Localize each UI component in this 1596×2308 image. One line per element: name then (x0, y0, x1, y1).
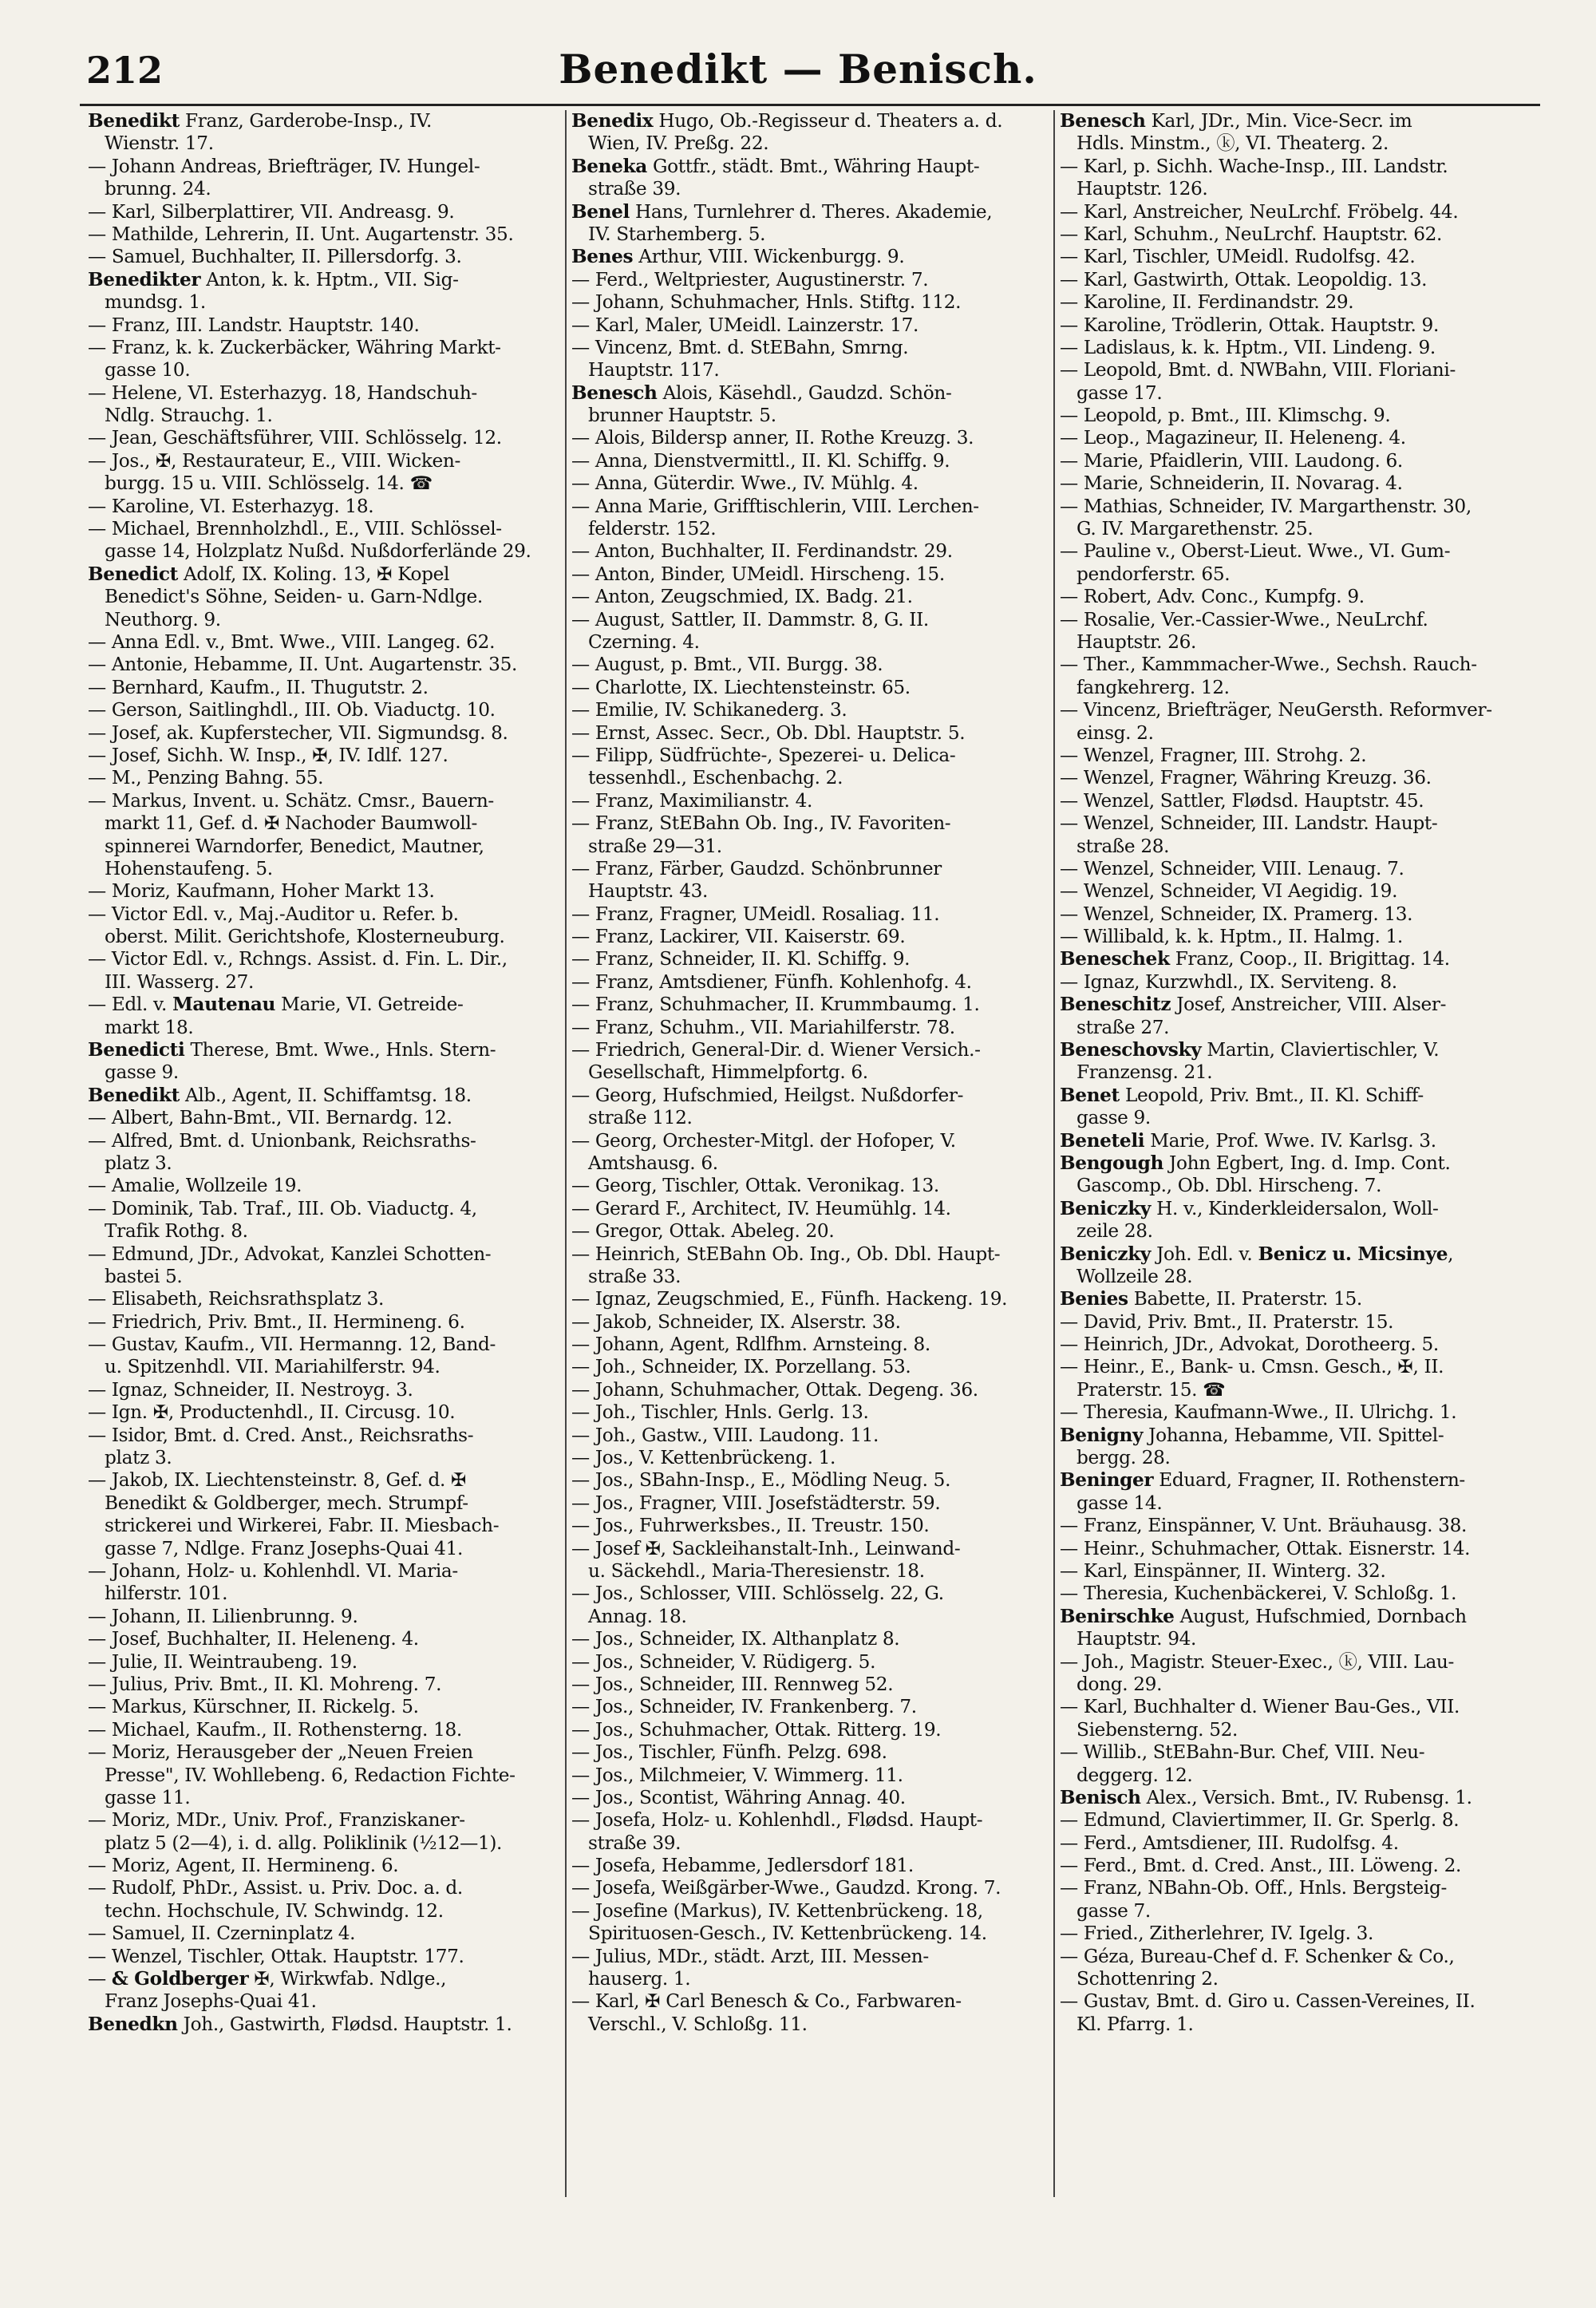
entry-line: — Gregor, Ottak. Abeleg. 20. (571, 1220, 835, 1243)
entry-line: Czerning. 4. (571, 630, 700, 653)
entry-line: straße 112. (571, 1107, 693, 1129)
running-title: Benedikt — Benisch. (559, 45, 1037, 93)
entry-line: — Filipp, Südfrüchte-, Spezerei- u. Delica- (571, 744, 956, 766)
entry-line: — Johann, II. Lilienbrunng. 9. (88, 1605, 358, 1627)
entry-line: — Charlotte, IX. Liechtensteinstr. 65. (571, 676, 911, 698)
entry-line: — Heinrich, JDr., Advokat, Dorotheerg. 5. (1060, 1334, 1439, 1356)
entry-line: — Franz, Fragner, UMeidl. Rosaliag. 11. (571, 903, 940, 925)
entry-line: Hauptstr. 117. (571, 359, 720, 381)
entry-line: mundsg. 1. (88, 291, 206, 314)
entry-line: platz 5 (2—4), i. d. allg. Poliklinik (½12—1). (88, 1832, 503, 1854)
entry-line: — Ladislaus, k. k. Hptm., VII. Lindeng. 9. (1060, 336, 1436, 358)
entry-line: gasse 7. (1060, 1899, 1151, 1922)
entry-line: Hohenstaufeng. 5. (88, 857, 273, 879)
entry-line: bastei 5. (88, 1265, 183, 1287)
header-rule (80, 104, 1540, 106)
entry-line: — Jakob, Schneider, IX. Alserstr. 38. (571, 1310, 901, 1333)
entry-line: — Wenzel, Sattler, Flødsd. Hauptstr. 45. (1060, 789, 1424, 812)
entry-line: — Anna, Dienstvermittl., II. Kl. Schiffg. 9. (571, 449, 950, 472)
entry-line: gasse 9. (1060, 1107, 1151, 1129)
entry-line: Hdls. Minstm., ⓚ, VI. Theaterg. 2. (1060, 132, 1389, 155)
entry-line: Benies Babette, II. Praterstr. 15. (1060, 1288, 1362, 1310)
entry-line: — Franz, Maximilianstr. 4. (571, 789, 813, 812)
entry-line: Benet Leopold, Priv. Bmt., II. Kl. Schiff- (1060, 1084, 1424, 1106)
entry-line: Benedix Hugo, Ob.-Regisseur d. Theaters a. d. (571, 110, 1003, 132)
entry-line: — Albert, Bahn-Bmt., VII. Bernardg. 12. (88, 1107, 452, 1129)
entry-line: — Karl, Gastwirth, Ottak. Leopoldig. 13. (1060, 268, 1428, 290)
entry-line: Neuthorg. 9. (88, 608, 221, 630)
entry-line: Hauptstr. 26. (1060, 630, 1197, 653)
entry-line: — Franz, III. Landstr. Hauptstr. 140. (88, 314, 420, 336)
entry-line: — Franz, Schneider, II. Kl. Schiffg. 9. (571, 948, 911, 970)
entry-line: — Franz, Schuhmacher, II. Krummbaumg. 1. (571, 994, 980, 1016)
entry-line: straße 39. (571, 1832, 681, 1854)
entry-line: — Franz, Amtsdiener, Fünfh. Kohlenhofg. 4. (571, 970, 972, 993)
entry-line: Beniczky Joh. Edl. v. Benicz u. Micsinye, (1060, 1243, 1454, 1265)
entry-line: — Ferd., Amtsdiener, III. Rudolfsg. 4. (1060, 1832, 1399, 1854)
entry-line: — Ignaz, Schneider, II. Nestroyg. 3. (88, 1378, 413, 1401)
entry-line: — August, Sattler, II. Dammstr. 8, G. II. (571, 608, 929, 630)
entry-line: — Wenzel, Schneider, IX. Pramerg. 13. (1060, 903, 1413, 925)
entry-line: — Vincenz, Bmt. d. StEBahn, Smrng. (571, 336, 909, 358)
entry-line: — Isidor, Bmt. d. Cred. Anst., Reichsraths- (88, 1424, 474, 1446)
entry-line: III. Wasserg. 27. (88, 970, 255, 993)
entry-line: Benedicti Therese, Bmt. Wwe., Hnls. Stern- (88, 1039, 496, 1061)
entry-line: brunner Hauptstr. 5. (571, 405, 776, 427)
entry-line: Hauptstr. 43. (571, 880, 709, 903)
entry-line: — Jos., Schneider, V. Rüdigerg. 5. (571, 1650, 876, 1673)
entry-line: gasse 14, Holzplatz Nußd. Nußdorferlände 29. (88, 540, 531, 563)
entry-line: — Julius, MDr., städt. Arzt, III. Messen- (571, 1945, 929, 1967)
entry-line: — Mathilde, Lehrerin, II. Unt. Augartenstr. 35. (88, 223, 514, 245)
entry-line: Benedikt & Goldberger, mech. Strumpf- (88, 1492, 468, 1514)
entry-line: Benes Arthur, VIII. Wickenburgg. 9. (571, 246, 905, 268)
entry-line: — Samuel, Buchhalter, II. Pillersdorfg. 3. (88, 246, 462, 268)
entry-line: Trafik Rothg. 8. (88, 1220, 248, 1243)
entry-line: gasse 7, Ndlge. Franz Josephs-Quai 41. (88, 1537, 464, 1559)
entry-line: Spirituosen-Gesch., IV. Kettenbrückeng. 14. (571, 1923, 987, 1945)
entry-line: — Wenzel, Schneider, VI Aegidig. 19. (1060, 880, 1398, 903)
entry-line: burgg. 15 u. VIII. Schlösselg. 14. ☎ (88, 472, 433, 495)
entry-line: einsg. 2. (1060, 721, 1154, 744)
entry-line: — Helene, VI. Esterhazyg. 18, Handschuh- (88, 381, 477, 404)
entry-line: — Johann, Agent, Rdlfhm. Arnsteing. 8. (571, 1334, 930, 1356)
entry-line: — Georg, Tischler, Ottak. Veronikag. 13. (571, 1175, 939, 1197)
entry-line: Praterstr. 15. ☎ (1060, 1378, 1226, 1401)
page-number: 212 (86, 49, 164, 92)
column-1 (88, 110, 560, 2293)
entry-line: — Theresia, Kuchenbäckerei, V. Schloßg. 1. (1060, 1583, 1457, 1605)
entry-line: — Edmund, JDr., Advokat, Kanzlei Schotten- (88, 1243, 492, 1265)
entry-line: Beniczky H. v., Kinderkleidersalon, Woll- (1060, 1197, 1439, 1219)
entry-line: — Johann Andreas, Briefträger, IV. Hungel- (88, 155, 480, 177)
entry-line: Hauptstr. 126. (1060, 178, 1208, 200)
entry-line: — Heinr., E., Bank- u. Cmsn. Gesch., ✠, II. (1060, 1356, 1444, 1378)
entry-line: — Julie, II. Weintraubeng. 19. (88, 1650, 358, 1673)
entry-line: — Josef, Buchhalter, II. Heleneng. 4. (88, 1628, 419, 1650)
entry-line: — Amalie, Wollzeile 19. (88, 1175, 302, 1197)
entry-line: — M., Penzing Bahng. 55. (88, 767, 324, 789)
entry-line: — Ignaz, Zeugschmied, E., Fünfh. Hackeng. 19. (571, 1288, 1008, 1310)
entry-line: — Jos., Schneider, IV. Frankenberg. 7. (571, 1696, 917, 1718)
entry-line: — Karoline, VI. Esterhazyg. 18. (88, 495, 374, 517)
entry-line: — Franz, Lackirer, VII. Kaiserstr. 69. (571, 926, 906, 948)
entry-line: — Gerson, Saitlinghdl., III. Ob. Viaductg. 10. (88, 699, 496, 721)
entry-line: — Victor Edl. v., Maj.-Auditor u. Refer. b. (88, 903, 459, 925)
entry-line: straße 27. (1060, 1016, 1170, 1038)
entry-line: — Ther., Kammmacher-Wwe., Sechsh. Rauch- (1060, 654, 1477, 676)
entry-line: — Franz, Einspänner, V. Unt. Bräuhausg. 38. (1060, 1515, 1468, 1537)
entry-line: IV. Starhemberg. 5. (571, 223, 766, 245)
entry-line: Benel Hans, Turnlehrer d. Theres. Akademie, (571, 200, 993, 223)
entry-line: — Moriz, Agent, II. Hermineng. 6. (88, 1855, 399, 1877)
entry-line: Gascomp., Ob. Dbl. Hirscheng. 7. (1060, 1175, 1382, 1197)
entry-line: — Friedrich, Priv. Bmt., II. Hermineng. 6. (88, 1310, 465, 1333)
entry-line: gasse 17. (1060, 381, 1163, 404)
entry-line: Benesch Alois, Käsehdl., Gaudzd. Schön- (571, 381, 952, 404)
entry-line: — Samuel, II. Czerninplatz 4. (88, 1923, 356, 1945)
entry-line: bergg. 28. (1060, 1447, 1171, 1469)
entry-line: — Joh., Tischler, Hnls. Gerlg. 13. (571, 1401, 869, 1424)
entry-line: — Franz, Färber, Gaudzd. Schönbrunner (571, 857, 942, 879)
entry-line: — David, Priv. Bmt., II. Praterstr. 15. (1060, 1310, 1394, 1333)
entry-line: — Edmund, Claviertimmer, II. Gr. Sperlg. 8. (1060, 1809, 1460, 1832)
entry-line: — Mathias, Schneider, IV. Margarthenstr. 30, (1060, 495, 1472, 517)
entry-line: — Wenzel, Schneider, III. Landstr. Haupt- (1060, 812, 1438, 835)
entry-line: — Michael, Brennholzhdl., E., VIII. Schlössel- (88, 518, 502, 540)
entry-line: gasse 11. (88, 1786, 191, 1808)
entry-line: — Johann, Schuhmacher, Ottak. Degeng. 36. (571, 1378, 978, 1401)
entry-line: — Karl, p. Sichh. Wache-Insp., III. Landstr. (1060, 155, 1448, 177)
entry-line: — Josefa, Weißgärber-Wwe., Gaudzd. Krong. 7. (571, 1877, 1001, 1899)
entry-line: — Gustav, Kaufm., VII. Hermanng. 12, Band- (88, 1334, 496, 1356)
column-divider (1053, 110, 1055, 2197)
entry-line: Hauptstr. 94. (1060, 1628, 1197, 1650)
entry-line: strickerei und Wirkerei, Fabr. II. Miesbach- (88, 1515, 500, 1537)
entry-line: G. IV. Margarethenstr. 25. (1060, 518, 1314, 540)
entry-line: — Karl, Buchhalter d. Wiener Bau-Ges., VII. (1060, 1696, 1460, 1718)
page-header (0, 44, 1596, 108)
entry-line: — Jakob, IX. Liechtensteinstr. 8, Gef. d. ✠ (88, 1469, 467, 1492)
entry-line: techn. Hochschule, IV. Schwindg. 12. (88, 1899, 444, 1922)
entry-line: Benedikt Franz, Garderobe-Insp., IV. (88, 110, 433, 132)
entry-line: — Karl, Anstreicher, NeuLrchf. Fröbelg. 44. (1060, 200, 1459, 223)
entry-line: Benigny Johanna, Hebamme, VII. Spittel- (1060, 1424, 1444, 1446)
entry-line: — Leop., Magazineur, II. Heleneng. 4. (1060, 427, 1406, 449)
entry-line: Annag. 18. (571, 1605, 687, 1627)
entry-line: — Jos., Schneider, III. Rennweg 52. (571, 1673, 894, 1695)
entry-line: pendorferstr. 65. (1060, 563, 1231, 585)
entry-line: — Moriz, MDr., Univ. Prof., Franziskaner- (88, 1809, 465, 1832)
entry-line: — Josef, Sichh. W. Insp., ✠, IV. Idlf. 127. (88, 744, 448, 766)
entry-line: Beneka Gottfr., städt. Bmt., Währing Haupt- (571, 155, 980, 177)
entry-line: — Emilie, IV. Schikanederg. 3. (571, 699, 847, 721)
entry-line: brunng. 24. (88, 178, 211, 200)
entry-line: — Franz, StEBahn Ob. Ing., IV. Favoriten- (571, 812, 951, 835)
entry-line: markt 18. (88, 1016, 194, 1038)
entry-line: Presse", IV. Wohllebeng. 6, Redaction Fichte- (88, 1764, 516, 1786)
entry-line: — Karl, Tischler, UMeidl. Rudolfsg. 42. (1060, 246, 1416, 268)
entry-line: — Markus, Invent. u. Schätz. Cmsr., Bauern- (88, 789, 494, 812)
entry-line: — Heinrich, StEBahn Ob. Ing., Ob. Dbl. Haupt- (571, 1243, 1001, 1265)
entry-line: — Marie, Schneiderin, II. Novarag. 4. (1060, 472, 1403, 495)
entry-line: Benedkn Joh., Gastwirth, Flødsd. Hauptstr. 1. (88, 2013, 512, 2035)
entry-line: markt 11, Gef. d. ✠ Nachoder Baumwoll- (88, 812, 478, 835)
entry-line: — Johann, Holz- u. Kohlenhdl. VI. Maria- (88, 1560, 458, 1582)
entry-line: — Gustav, Bmt. d. Giro u. Cassen-Vereines, II. (1060, 1990, 1476, 2013)
entry-line: — Joh., Schneider, IX. Porzellang. 53. (571, 1356, 911, 1378)
entry-line: — Michael, Kaufm., II. Rothensterng. 18. (88, 1718, 462, 1741)
entry-line: — Jos., Schneider, IX. Althanplatz 8. (571, 1628, 900, 1650)
entry-line: Beneschitz Josef, Anstreicher, VIII. Alser- (1060, 994, 1447, 1016)
entry-line: — Anna Edl. v., Bmt. Wwe., VIII. Langeg. 62. (88, 630, 496, 653)
entry-line: — Theresia, Kaufmann-Wwe., II. Ulrichg. 1. (1060, 1401, 1457, 1424)
entry-line: — Anton, Buchhalter, II. Ferdinandstr. 29. (571, 540, 953, 563)
entry-line: — Dominik, Tab. Traf., III. Ob. Viaductg. 4, (88, 1197, 477, 1219)
entry-line: — Jos., Schlosser, VIII. Schlösselg. 22, G. (571, 1583, 944, 1605)
entry-line: — Ferd., Weltpriester, Augustinerstr. 7. (571, 268, 929, 290)
entry-line: — Moriz, Kaufmann, Hoher Markt 13. (88, 880, 435, 903)
entry-line: — Ernst, Assec. Secr., Ob. Dbl. Hauptstr. 5. (571, 721, 966, 744)
entry-line: Benedikter Anton, k. k. Hptm., VII. Sig- (88, 268, 459, 290)
entry-line: — Jean, Geschäftsführer, VIII. Schlösselg. 12. (88, 427, 502, 449)
entry-line: — Moriz, Herausgeber der „Neuen Freien (88, 1741, 473, 1764)
entry-line: — Ignaz, Kurzwhdl., IX. Serviteng. 8. (1060, 970, 1397, 993)
entry-line: — Anna Marie, Grifftischlerin, VIII. Lerchen- (571, 495, 979, 517)
entry-line: — Leopold, p. Bmt., III. Klimschg. 9. (1060, 405, 1391, 427)
entry-line: — Markus, Kürschner, II. Rickelg. 5. (88, 1696, 419, 1718)
entry-line: Beneteli Marie, Prof. Wwe. IV. Karlsg. 3. (1060, 1129, 1436, 1152)
entry-line: — Franz, k. k. Zuckerbäcker, Währing Markt- (88, 336, 501, 358)
entry-line: — Wenzel, Fragner, III. Strohg. 2. (1060, 744, 1367, 766)
entry-line: — Antonie, Hebamme, II. Unt. Augartenstr. 35. (88, 654, 517, 676)
entry-line: u. Spitzenhdl. VII. Mariahilferstr. 94. (88, 1356, 440, 1378)
entry-line: Wienstr. 17. (88, 132, 214, 155)
entry-line: straße 28. (1060, 835, 1170, 857)
entry-line: Benedict Adolf, IX. Koling. 13, ✠ Kopel (88, 563, 450, 585)
entry-line: — Karoline, II. Ferdinandstr. 29. (1060, 291, 1354, 314)
entry-line: Franz Josephs-Quai 41. (88, 1990, 317, 2013)
entry-line: — Friedrich, General-Dir. d. Wiener Versich.- (571, 1039, 981, 1061)
entry-line: Siebensterng. 52. (1060, 1718, 1238, 1741)
entry-line: — Josefine (Markus), IV. Kettenbrückeng. 18, (571, 1899, 983, 1922)
entry-line: Beneschek Franz, Coop., II. Brigittag. 14. (1060, 948, 1450, 970)
entry-line: — Jos., Tischler, Fünfh. Pelzg. 698. (571, 1741, 887, 1764)
entry-line: — Josefa, Holz- u. Kohlenhdl., Flødsd. Haupt- (571, 1809, 983, 1832)
entry-line: Wien, IV. Preßg. 22. (571, 132, 769, 155)
entry-line: Bengough John Egbert, Ing. d. Imp. Cont. (1060, 1152, 1451, 1174)
entry-line: — Bernhard, Kaufm., II. Thugutstr. 2. (88, 676, 429, 698)
entry-line: Ndlg. Strauchg. 1. (88, 405, 273, 427)
entry-line: — Rosalie, Ver.-Cassier-Wwe., NeuLrchf. (1060, 608, 1428, 630)
entry-line: spinnerei Warndorfer, Benedict, Mautner, (88, 835, 484, 857)
entry-line: — Jos., SBahn-Insp., E., Mödling Neug. 5. (571, 1469, 951, 1492)
entry-line: — Leopold, Bmt. d. NWBahn, VIII. Floriani- (1060, 359, 1456, 381)
entry-line: Franzensg. 21. (1060, 1061, 1213, 1084)
entry-line: Benesch Karl, JDr., Min. Vice-Secr. im (1060, 110, 1412, 132)
entry-line: Beninger Eduard, Fragner, II. Rothenstern- (1060, 1469, 1465, 1492)
entry-line: Verschl., V. Schloßg. 11. (571, 2013, 808, 2035)
entry-line: — Heinr., Schuhmacher, Ottak. Eisnerstr. 14. (1060, 1537, 1471, 1559)
entry-line: — Elisabeth, Reichsrathsplatz 3. (88, 1288, 384, 1310)
column-3 (1060, 110, 1539, 2293)
entry-line: — Jos., Fuhrwerksbes., II. Treustr. 150. (571, 1515, 930, 1537)
entry-line: — Karl, ✠ Carl Benesch & Co., Farbwaren- (571, 1990, 962, 2013)
column-2 (571, 110, 1048, 2293)
entry-line: — Anton, Binder, UMeidl. Hirscheng. 15. (571, 563, 945, 585)
entry-line: Kl. Pfarrg. 1. (1060, 2013, 1194, 2035)
entry-line: — Robert, Adv. Conc., Kumpfg. 9. (1060, 586, 1365, 608)
entry-line: Benirschke August, Hufschmied, Dornbach (1060, 1605, 1467, 1627)
entry-line: — Wenzel, Schneider, VIII. Lenaug. 7. (1060, 857, 1404, 879)
entry-line: platz 3. (88, 1152, 172, 1174)
entry-line: gasse 10. (88, 359, 191, 381)
entry-line: Benisch Alex., Versich. Bmt., IV. Rubensg. 1. (1060, 1786, 1472, 1808)
entry-line: gasse 9. (88, 1061, 179, 1084)
entry-line: — Jos., Schuhmacher, Ottak. Ritterg. 19. (571, 1718, 942, 1741)
entry-line: oberst. Milit. Gerichtshofe, Klosterneuburg. (88, 926, 505, 948)
entry-line: — Géza, Bureau-Chef d. F. Schenker & Co., (1060, 1945, 1455, 1967)
entry-line: — Alfred, Bmt. d. Unionbank, Reichsraths- (88, 1129, 476, 1152)
entry-line: gasse 14. (1060, 1492, 1163, 1514)
entry-line: — Johann, Schuhmacher, Hnls. Stiftg. 112. (571, 291, 962, 314)
entry-line: — August, p. Bmt., VII. Burgg. 38. (571, 654, 883, 676)
entry-line: — Marie, Pfaidlerin, VIII. Laudong. 6. (1060, 449, 1403, 472)
entry-line: — Josef, ak. Kupferstecher, VII. Sigmundsg. 8. (88, 721, 508, 744)
entry-line: tessenhdl., Eschenbachg. 2. (571, 767, 843, 789)
entry-line: — Willibald, k. k. Hptm., II. Halmg. 1. (1060, 926, 1403, 948)
entry-line: Schottenring 2. (1060, 1968, 1219, 1990)
entry-line: — Karl, Maler, UMeidl. Lainzerstr. 17. (571, 314, 919, 336)
entry-line: — Jos., Fragner, VIII. Josefstädterstr. 59. (571, 1492, 941, 1514)
entry-line: Beneschovsky Martin, Claviertischler, V. (1060, 1039, 1440, 1061)
entry-line: — Franz, NBahn-Ob. Off., Hnls. Bergsteig- (1060, 1877, 1447, 1899)
entry-line: — Ferd., Bmt. d. Cred. Anst., III. Löweng. 2. (1060, 1855, 1461, 1877)
entry-line: straße 39. (571, 178, 681, 200)
entry-line: Gesellschaft, Himmelpfortg. 6. (571, 1061, 868, 1084)
entry-line: — Jos., ✠, Restaurateur, E., VIII. Wicken- (88, 449, 460, 472)
entry-line: — Georg, Orchester-Mitgl. der Hofoper, V. (571, 1129, 956, 1152)
entry-line: — Georg, Hufschmied, Heilgst. Nußdorfer- (571, 1084, 964, 1106)
entry-line: felderstr. 152. (571, 518, 717, 540)
entry-line: Amtshausg. 6. (571, 1152, 718, 1174)
entry-line: — Pauline v., Oberst-Lieut. Wwe., VI. Gum- (1060, 540, 1451, 563)
entry-line: — Josefa, Hebamme, Jedlersdorf 181. (571, 1855, 914, 1877)
entry-line: hauserg. 1. (571, 1968, 691, 1990)
entry-line: — & Goldberger ✠, Wirkwfab. Ndlge., (88, 1968, 447, 1990)
entry-line: — Julius, Priv. Bmt., II. Kl. Mohreng. 7. (88, 1673, 442, 1695)
entry-line: fangkehrerg. 12. (1060, 676, 1230, 698)
entry-line: — Franz, Schuhm., VII. Mariahilferstr. 78. (571, 1016, 955, 1038)
entry-line: — Fried., Zitherlehrer, IV. Igelg. 3. (1060, 1923, 1374, 1945)
entry-line: u. Säckehdl., Maria-Theresienstr. 18. (571, 1560, 925, 1582)
entry-line: — Anna, Güterdir. Wwe., IV. Mühlg. 4. (571, 472, 918, 495)
entry-line: — Edl. v. Mautenau Marie, VI. Getreide- (88, 994, 464, 1016)
entry-line: — Karl, Schuhm., NeuLrchf. Hauptstr. 62. (1060, 223, 1443, 245)
entry-line: — Jos., Milchmeier, V. Wimmerg. 11. (571, 1764, 903, 1786)
entry-line: — Karl, Silberplattirer, VII. Andreasg. 9. (88, 200, 455, 223)
entry-line: — Anton, Zeugschmied, IX. Badg. 21. (571, 586, 913, 608)
entry-line: Benedikt Alb., Agent, II. Schiffamtsg. 18. (88, 1084, 472, 1106)
entry-line: — Rudolf, PhDr., Assist. u. Priv. Doc. a. d. (88, 1877, 463, 1899)
entry-line: deggerg. 12. (1060, 1764, 1193, 1786)
entry-line: — Karoline, Trödlerin, Ottak. Hauptstr. 9. (1060, 314, 1439, 336)
entry-line: — Gerard F., Architect, IV. Heumühlg. 14. (571, 1197, 951, 1219)
entry-line: — Alois, Bildersp anner, II. Rothe Kreuzg. 3. (571, 427, 974, 449)
entry-line: — Victor Edl. v., Rchngs. Assist. d. Fin. L. Dir., (88, 948, 508, 970)
entry-line: — Vincenz, Briefträger, NeuGersth. Reformver- (1060, 699, 1492, 721)
entry-line: — Wenzel, Fragner, Währing Kreuzg. 36. (1060, 767, 1432, 789)
entry-line: — Josef ✠, Sackleihanstalt-Inh., Leinwand- (571, 1537, 961, 1559)
entry-line: — Karl, Einspänner, II. Winterg. 32. (1060, 1560, 1386, 1582)
entry-line: Wollzeile 28. (1060, 1265, 1193, 1287)
column-divider (565, 110, 567, 2197)
entry-line: platz 3. (88, 1447, 172, 1469)
entry-line: straße 29—31. (571, 835, 722, 857)
entry-line: — Joh., Magistr. Steuer-Exec., ⓚ, VIII. Lau- (1060, 1650, 1454, 1673)
entry-line: zeile 28. (1060, 1220, 1153, 1243)
entry-line: dong. 29. (1060, 1673, 1163, 1695)
entry-line: — Joh., Gastw., VIII. Laudong. 11. (571, 1424, 879, 1446)
entry-line: — Jos., V. Kettenbrückeng. 1. (571, 1447, 836, 1469)
entry-line: hilferstr. 101. (88, 1583, 228, 1605)
entry-line: — Willib., StEBahn-Bur. Chef, VIII. Neu- (1060, 1741, 1425, 1764)
entry-line: — Jos., Scontist, Währing Annag. 40. (571, 1786, 906, 1808)
entry-line: straße 33. (571, 1265, 681, 1287)
entry-line: Benedict's Söhne, Seiden- u. Garn-Ndlge. (88, 586, 483, 608)
entry-line: — Ign. ✠, Productenhdl., II. Circusg. 10. (88, 1401, 456, 1424)
entry-line: — Wenzel, Tischler, Ottak. Hauptstr. 177. (88, 1945, 464, 1967)
